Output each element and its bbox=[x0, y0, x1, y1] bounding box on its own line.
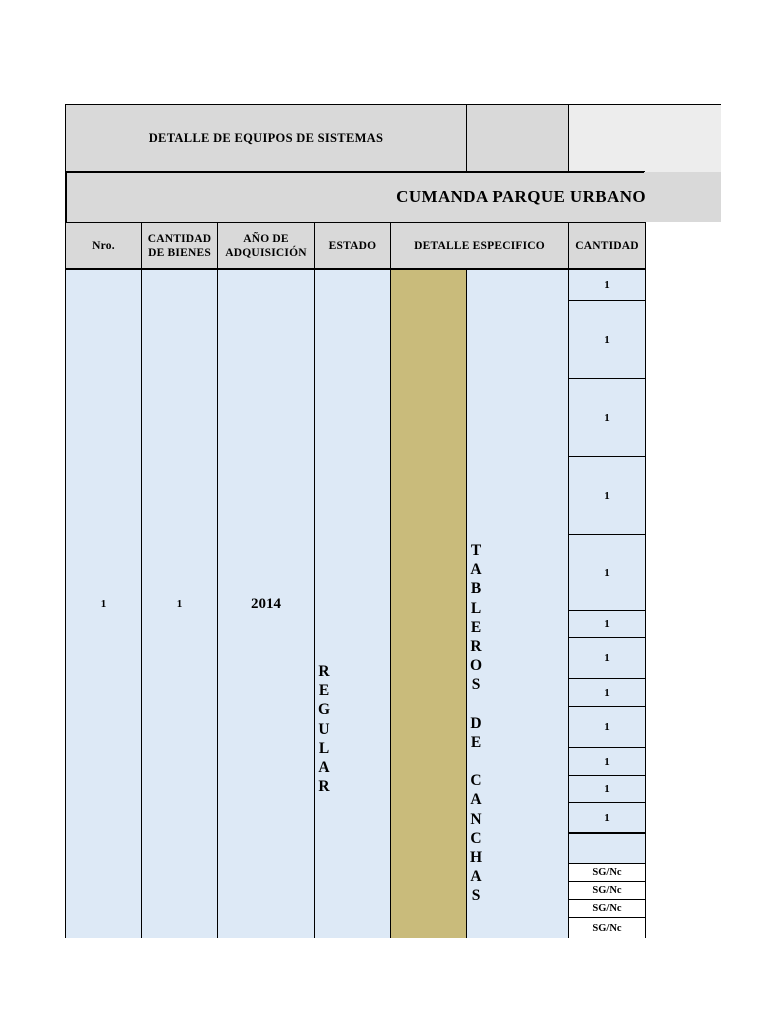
cantidad-cell: 1 bbox=[568, 378, 646, 457]
sg-cell: SG/Nc bbox=[568, 899, 646, 918]
detalle-vertical-text: T A B L E R O S D E C A N C H A S bbox=[469, 542, 483, 905]
sheet-title-text: DETALLE DE EQUIPOS DE SISTEMAS bbox=[148, 130, 384, 145]
sg-cell: SG/Nc bbox=[568, 863, 646, 882]
cantidad-cell: 1 bbox=[568, 775, 646, 803]
cantidad-cell: 1 bbox=[568, 802, 646, 833]
col-header-nro: Nro. bbox=[65, 222, 142, 270]
cantidad-cell: 1 bbox=[568, 456, 646, 535]
cantidad-cell: 1 bbox=[568, 637, 646, 679]
title-blank-cell bbox=[466, 104, 569, 172]
cell-color-swatch bbox=[390, 269, 467, 938]
cantidad-cell: 1 bbox=[568, 678, 646, 707]
col-header-cantidad: CANTIDAD bbox=[568, 222, 646, 270]
cantidad-cell: 1 bbox=[568, 706, 646, 748]
sg-cell: SG/Nc bbox=[568, 917, 646, 938]
cantidad-cell: 1 bbox=[568, 747, 646, 776]
col-header-estado: ESTADO bbox=[314, 222, 391, 270]
cantidad-cell: 1 bbox=[568, 269, 646, 301]
cell-anio: 2014 bbox=[217, 269, 315, 938]
cantidad-blank-cell bbox=[568, 833, 646, 864]
col-header-cantidad-bienes: CANTIDAD DE BIENES bbox=[141, 222, 218, 270]
cell-estado bbox=[314, 269, 391, 938]
cantidad-cell: 1 bbox=[568, 300, 646, 379]
cell-nro: 1 bbox=[65, 269, 142, 938]
subtitle-text: CUMANDA PARQUE URBANO bbox=[396, 187, 646, 206]
col-header-anio: AÑO DE ADQUISICIÓN bbox=[217, 222, 315, 270]
cantidad-cell: 1 bbox=[568, 534, 646, 611]
estado-vertical-text: R E G U L A R bbox=[317, 663, 331, 796]
sg-cell: SG/Nc bbox=[568, 881, 646, 900]
title-right-cell bbox=[568, 104, 721, 172]
col-header-detalle: DETALLE ESPECIFICO bbox=[390, 222, 569, 270]
cell-cantidad-bienes: 1 bbox=[141, 269, 218, 938]
subtitle-bar-extension bbox=[644, 172, 721, 222]
sheet-title bbox=[65, 104, 467, 172]
cantidad-cell: 1 bbox=[568, 610, 646, 638]
